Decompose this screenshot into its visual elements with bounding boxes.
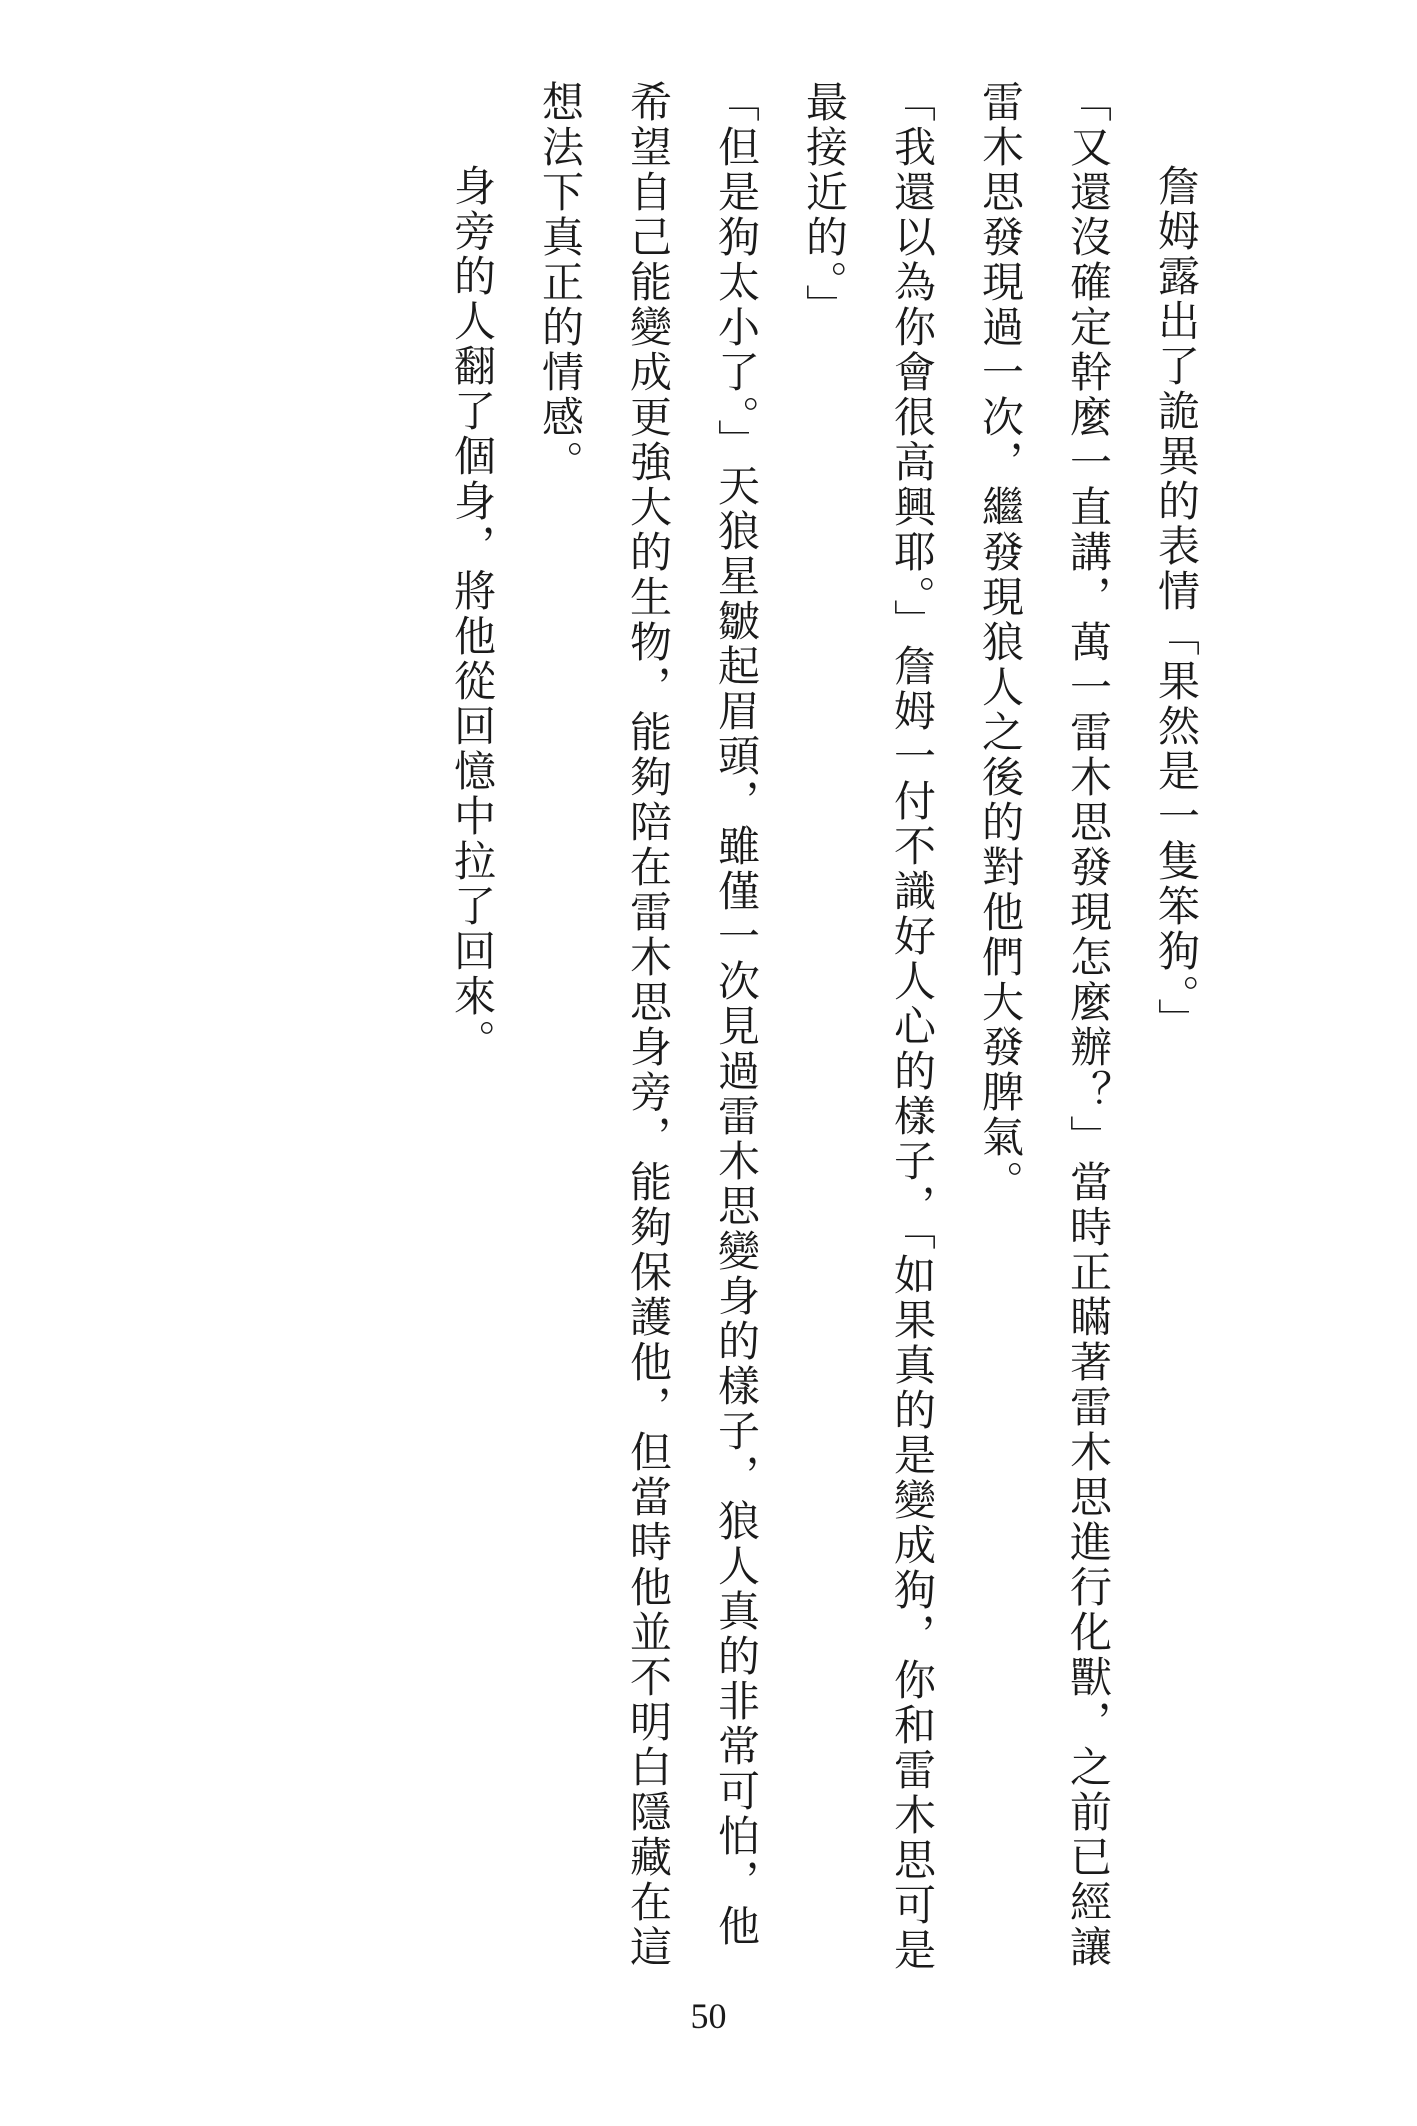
page-number: 50 xyxy=(690,1996,727,2036)
vertical-text-body xyxy=(240,80,1220,1980)
paragraph-2: 「又還沒確定幹麼一直講，萬一雷木思發現怎麼辦？」當時正瞞著雷木思進行化獸，之前已經讓雷木思發現過一次，繼發現狼人之後的對他們大發脾氣。 xyxy=(976,80,1113,1970)
paragraph-3: 「我還以為你會很高興耶。」詹姆一付不識好人心的樣子，「如果真的是變成狗，你和雷木思可是最接近的。」 xyxy=(800,80,937,1973)
paragraph-4: 「但是狗太小了。」天狼星皺起眉頭，雖僅一次見過雷木思變身的樣子，狼人真的非常可怕，他希望自己能變成更強大的生物，能夠陪在雷木思身旁，能夠保護他，但當時他並不明白隱藏在這想法下真正的情感。 xyxy=(536,80,761,1970)
paragraph-1: 詹姆露出了詭異的表情「果然是一隻笨狗。」 xyxy=(1152,164,1201,1043)
paragraph-5: 身旁的人翻了個身，將他從回憶中拉了回來。 xyxy=(448,164,497,1064)
